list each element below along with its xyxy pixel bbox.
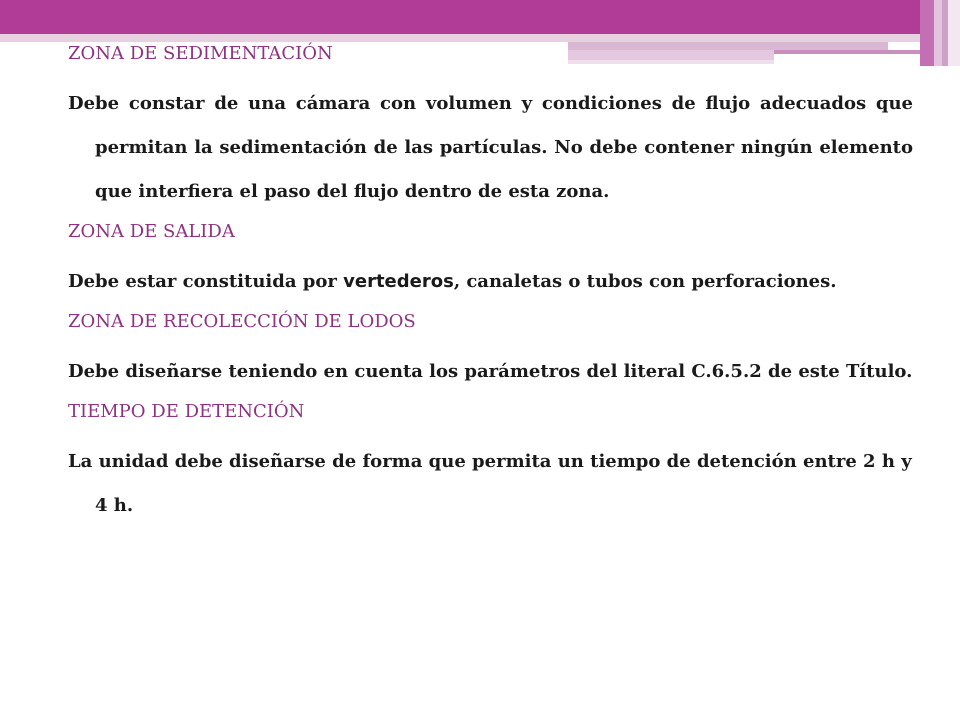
section-body-detencion: La unidad debe diseñarse de forma que permita un tiempo de detención entre 2 h y 4 h.	[68, 451, 912, 516]
section-body-sedimentacion: Debe constar de una cámara con volumen y condiciones de flujo adecuados que permitan la sedimentación de las partículas. No debe contener ningún elemento que interfiera el paso del flujo dentro de esta zona.	[68, 93, 913, 202]
header-corner-stripe	[948, 0, 960, 66]
slide-content	[68, 40, 913, 532]
section-body-salida-term: vertederos	[343, 271, 454, 292]
header-bar	[0, 0, 920, 34]
header-corner-stripe	[934, 0, 942, 66]
section-heading-detencion: TIEMPO DE DETENCIÓN	[68, 401, 305, 422]
section-body-lodos: Debe diseñarse teniendo en cuenta los parámetros del literal C.6.5.2 de este Título.	[68, 361, 913, 382]
section-heading-sedimentacion: ZONA DE SEDIMENTACIÓN	[68, 43, 333, 64]
header-corner-stripe	[920, 0, 934, 66]
section-body-salida	[68, 260, 913, 304]
section-body-salida-start: Debe estar constituida por	[68, 271, 344, 292]
section-heading-lodos: ZONA DE RECOLECCIÓN DE LODOS	[68, 311, 416, 332]
section-heading-salida: ZONA DE SALIDA	[68, 221, 235, 242]
section-body-salida-end: , canaletas o tubos con perforaciones.	[453, 271, 837, 292]
